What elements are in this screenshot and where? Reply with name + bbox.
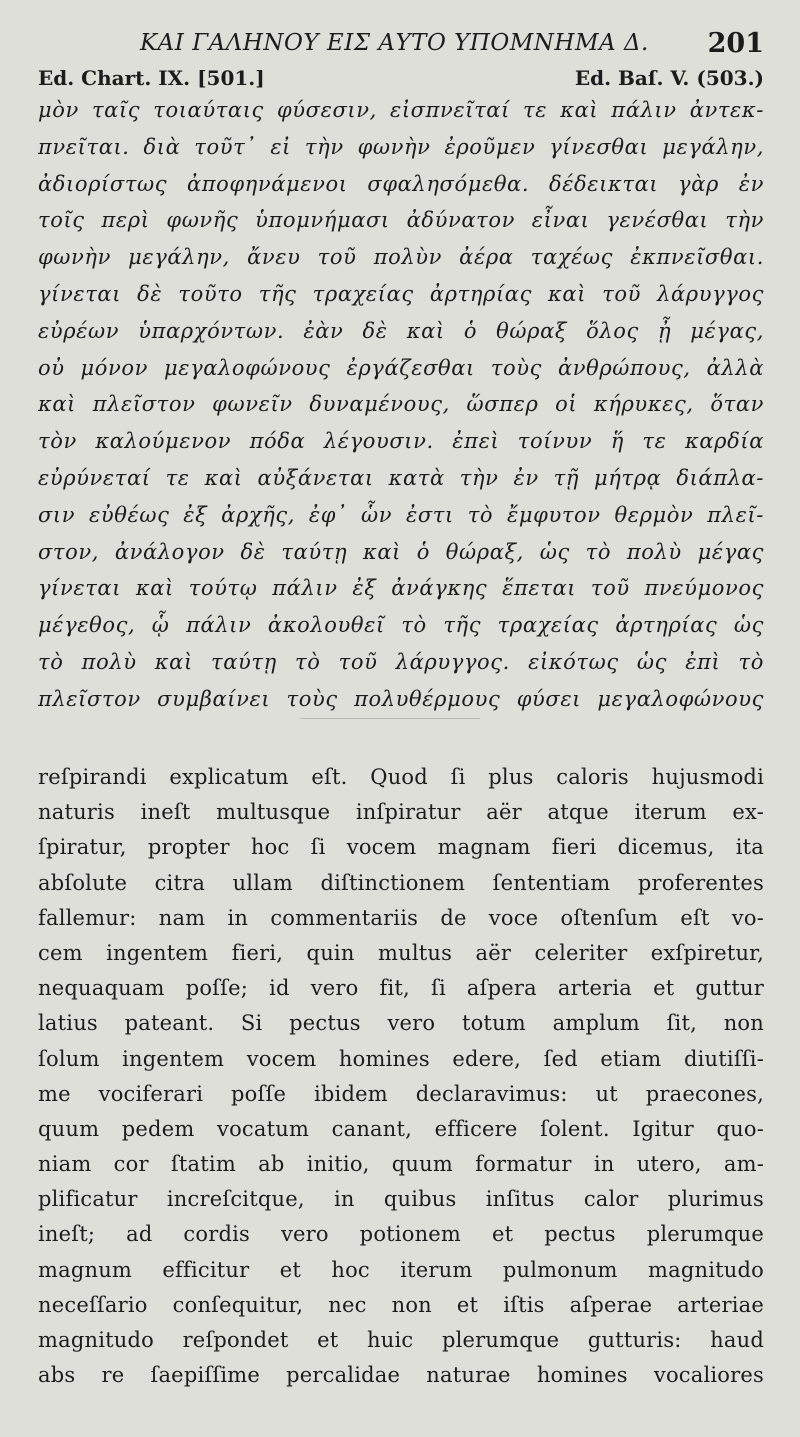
- greek-line: τοῖς περὶ φωνῆς ὑπομνήμασι ἀδύνατον εἶναι γενέσθαι τὴν: [38, 208, 764, 233]
- edition-basel-ref: Ed. Baſ. V. (503.): [574, 66, 764, 90]
- greek-line: τὸ πολὺ καὶ ταύτῃ τὸ τοῦ λάρυγγος. εἰκότως ὡς ἐπὶ τὸ: [38, 649, 764, 674]
- greek-text-block: [38, 92, 764, 718]
- latin-line: reſpirandi explicatum eſt. Quod ſi plus caloris hujusmodi: [38, 765, 764, 789]
- latin-line: ineſt; ad cordis vero potionem et pectus plerumque: [38, 1222, 764, 1247]
- greek-line: οὐ μόνον μεγαλοφώνους ἐργάζεσθαι τοὺς ἀνθρώπους, ἀλλὰ: [38, 355, 764, 380]
- greek-line: φωνὴν μεγάλην, ἄνευ τοῦ πολὺν ἀέρα ταχέως ἐκπνεῖσθαι.: [38, 245, 764, 270]
- page-number: 201: [707, 28, 764, 59]
- greek-line: καὶ πλεῖστον φωνεῖν δυναμένους, ὥσπερ οἱ κήρυκες, ὅταν: [38, 392, 764, 417]
- latin-line: nequaquam poſſe; id vero fit, ſi aſpera arteria et guttur: [38, 976, 764, 1001]
- greek-line: εὐρύνεταί τε καὶ αὐξάνεται κατὰ τὴν ἐν τῇ μήτρᾳ διάπλα-: [38, 465, 764, 490]
- latin-line: neceſſario conſequitur, nec non et iſtis aſperae arteriae: [38, 1292, 764, 1317]
- latin-line: plificatur increſcitque, in quibus inſitus calor plurimus: [38, 1187, 764, 1212]
- running-head: [0, 28, 800, 68]
- latin-line: naturis ineſt multusque inſpiratur aër atque iterum ex-: [38, 800, 764, 825]
- latin-line: ſolum ingentem vocem homines edere, ſed etiam diutiſſi-: [38, 1046, 764, 1071]
- latin-line: magnum efficitur et hoc iterum pulmonum magnitudo: [38, 1257, 764, 1282]
- latin-text-block: [38, 760, 764, 1393]
- greek-line: τὸν καλούμενον πόδα λέγουσιν. ἐπεὶ τοίνυν ἥ τε καρδία: [38, 429, 764, 454]
- greek-line: πλεῖστον συμβαίνει τοὺς πολυθέρμους φύσει μεγαλοφώνους: [38, 686, 764, 711]
- greek-line: μέγεθος, ᾧ πάλιν ἀκολουθεῖ τὸ τῆς τραχείας ἀρτηρίας ὡς: [38, 613, 764, 638]
- latin-line: cem ingentem fieri, quin multus aër celeriter exſpiretur,: [38, 940, 764, 965]
- greek-line: ἀδιορίστως ἀποφηνάμενοι σφαλησόμεθα. δέδεικται γὰρ ἐν: [38, 171, 764, 196]
- greek-line: στον, ἀνάλογον δὲ ταύτῃ καὶ ὁ θώραξ, ὡς τὸ πολὺ μέγας: [38, 539, 764, 564]
- latin-line: ſpiratur, propter hoc ſi vocem magnam fieri dicemus, ita: [38, 835, 764, 860]
- latin-line: abs re ſaepiſſime percalidae naturae homines vocaliores: [38, 1363, 764, 1388]
- latin-line: latius pateant. Si pectus vero totum amplum ſit, non: [38, 1011, 764, 1036]
- edition-chartier-ref: Ed. Chart. IX. [501.]: [38, 66, 265, 90]
- latin-line: abſolute citra ullam diſtinctionem ſententiam proferentes: [38, 870, 764, 895]
- latin-line: fallemur: nam in commentariis de voce oſtenſum eſt vo-: [38, 905, 764, 930]
- running-head-title: ΚΑΙ ΓΑΛΗΝΟΥ ΕΙΣ ΑΥΤΟ ΥΠΟΜΝΗΜΑ Δ.: [140, 30, 649, 56]
- greek-line: γίνεται καὶ τούτῳ πάλιν ἐξ ἀνάγκης ἕπεται τοῦ πνεύμονος: [38, 576, 764, 601]
- latin-line: quum pedem vocatum canant, efficere ſolent. Igitur quo-: [38, 1116, 764, 1141]
- greek-line: μὸν ταῖς τοιαύταις φύσεσιν, εἰσπνεῖταί τε καὶ πάλιν ἀντεκ-: [38, 98, 764, 122]
- latin-line: niam cor ſtatim ab initio, quum formatur in utero, am-: [38, 1152, 764, 1177]
- section-divider: [300, 718, 480, 719]
- greek-line: σιν εὐθέως ἐξ ἀρχῆς, ἐφ᾽ ὧν ἐστι τὸ ἔμφυτον θερμὸν πλεῖ-: [38, 502, 764, 527]
- greek-line: πνεῖται. διὰ τοῦτ᾽ εἰ τὴν φωνὴν ἐροῦμεν γίνεσθαι μεγάλην,: [38, 134, 764, 159]
- latin-line: magnitudo reſpondet et huic plerumque gutturis: haud: [38, 1328, 764, 1352]
- edition-line: [38, 66, 764, 94]
- greek-line: γίνεται δὲ τοῦτο τῆς τραχείας ἀρτηρίας καὶ τοῦ λάρυγγος: [38, 281, 764, 306]
- greek-line: εὐρέων ὑπαρχόντων. ἐὰν δὲ καὶ ὁ θώραξ ὅλος ᾖ μέγας,: [38, 318, 764, 343]
- latin-line: me vociferari poſſe ibidem declaravimus: ut praecones,: [38, 1081, 764, 1106]
